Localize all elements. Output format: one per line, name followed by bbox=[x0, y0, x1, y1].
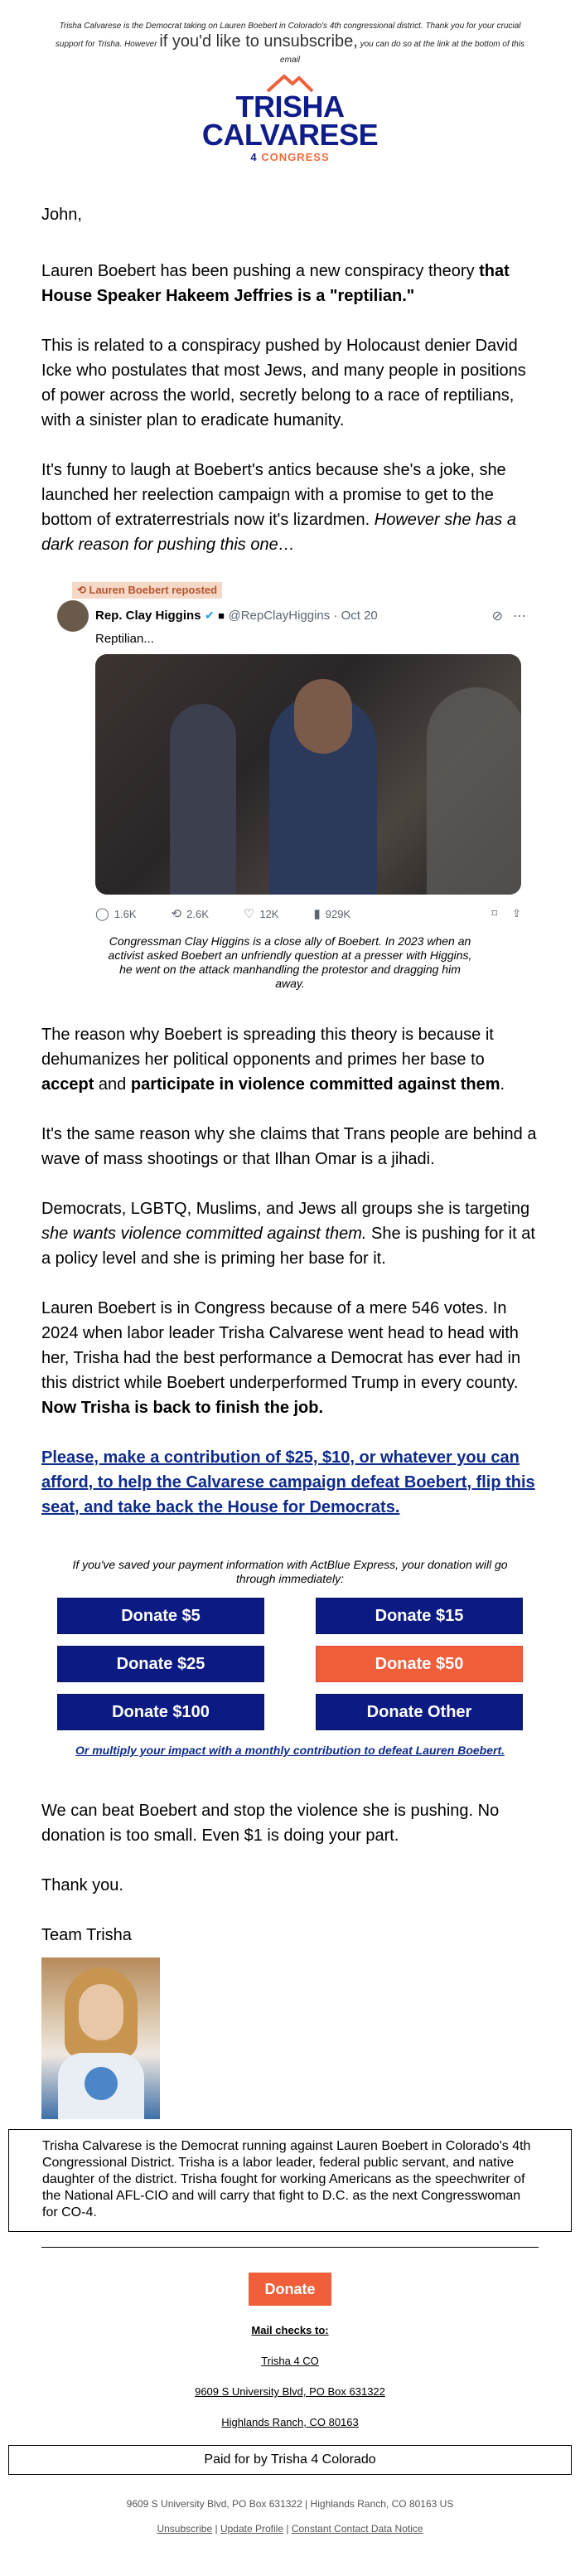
repost-label: ⟲ Lauren Boebert reposted bbox=[72, 582, 222, 599]
paragraph-4-and: and bbox=[94, 1075, 131, 1094]
update-profile-link[interactable]: Update Profile bbox=[220, 2523, 283, 2535]
actblue-note: If you've saved your payment information with ActBlue Express, your donation will go through immediately: bbox=[72, 1558, 508, 1585]
unsubscribe-link[interactable]: Unsubscribe bbox=[157, 2523, 213, 2535]
paragraph-6 bbox=[41, 1196, 539, 1271]
email-body bbox=[0, 202, 580, 557]
donate-25-button[interactable]: Donate $25 bbox=[57, 1646, 264, 1682]
donate-button-grid bbox=[0, 1598, 580, 1730]
paragraph-5: It's the same reason why she claims that Trans people are behind a wave of mass shootings or that Ilhan Omar is a jihadi. bbox=[41, 1125, 537, 1168]
cta-paragraph bbox=[41, 1445, 539, 1520]
donate-50-button[interactable]: Donate $50 bbox=[316, 1646, 523, 1682]
donate-other-button[interactable]: Donate Other bbox=[316, 1694, 523, 1730]
paragraph-6-italic: she wants violence committed against them. bbox=[41, 1225, 367, 1243]
share-icon[interactable]: ⇪ bbox=[512, 907, 521, 919]
footer-donate-button[interactable]: Donate bbox=[249, 2273, 331, 2306]
paragraph-3 bbox=[41, 458, 539, 557]
monthly-contribution-link[interactable]: Or multiply your impact with a monthly contribution to defeat Lauren Boebert. bbox=[75, 1744, 505, 1757]
flag-icon: ■ bbox=[218, 609, 225, 622]
paragraph-8: We can beat Boebert and stop the violence she is pushing. No donation is too small. Even $1 is doing your part. bbox=[41, 1802, 500, 1845]
tweet-card[interactable] bbox=[46, 582, 534, 991]
email-body-3 bbox=[0, 1798, 580, 1948]
reply-icon: ◯ bbox=[95, 907, 109, 921]
footer-address: 9609 S University Blvd, PO Box 631322 | Highlands Ranch, CO 80163 US bbox=[126, 2498, 454, 2510]
mail-city[interactable]: Highlands Ranch, CO 80163 bbox=[221, 2416, 359, 2428]
grok-icon[interactable]: ⊘ bbox=[491, 609, 503, 623]
unsubscribe-teaser[interactable]: if you'd like to unsubscribe, bbox=[159, 32, 358, 51]
bar-chart-icon: ▮ bbox=[313, 907, 321, 921]
more-options-icon[interactable]: ⋯ bbox=[513, 609, 526, 623]
view-count: 929K bbox=[325, 907, 351, 920]
donate-5-button[interactable]: Donate $5 bbox=[57, 1598, 264, 1634]
donate-100-button[interactable]: Donate $100 bbox=[57, 1694, 264, 1730]
paragraph-4-bold-2: participate in violence committed against them bbox=[130, 1075, 500, 1094]
footer-sep-2: | bbox=[286, 2523, 289, 2535]
like-count: 12K bbox=[259, 907, 279, 920]
logo-line-2: CALVARESE bbox=[201, 118, 379, 152]
email-body-2 bbox=[0, 1022, 580, 1520]
candidate-bio: Trisha Calvarese is the Democrat running against Lauren Boebert in Colorado's 4th Congressional District. Trisha is a labor leader, federal public servant, and native daughter of the district. Trisha fought for working Americans as the speechwriter of the National AFL-CIO and will carry that fight to D.C. as the next Congresswoman for CO-4. bbox=[8, 2129, 572, 2232]
paragraph-6-text: Democrats, LGBTQ, Muslims, and Jews all groups she is targeting bbox=[41, 1200, 530, 1218]
paragraph-7-bold: Now Trisha is back to finish the job. bbox=[41, 1399, 324, 1417]
data-notice-link[interactable]: Constant Contact Data Notice bbox=[291, 2523, 423, 2535]
logo-line-1: TRISHA bbox=[235, 90, 345, 124]
bookmark-icon[interactable]: ⌑ bbox=[491, 907, 498, 919]
paid-for-disclaimer: Paid for by Trisha 4 Colorado bbox=[8, 2445, 572, 2475]
campaign-logo bbox=[0, 73, 580, 171]
reply-action[interactable] bbox=[95, 906, 137, 921]
contribution-link[interactable]: Please, make a contribution of $25, $10, or whatever you can afford, to help the Calvarese campaign defeat Boebert, flip this seat, and take back the House for Democrats. bbox=[41, 1448, 535, 1516]
paragraph-4-bold-1: accept bbox=[41, 1075, 94, 1094]
preheader-text-2: you can do so at the link at the bottom of this email bbox=[280, 40, 525, 65]
preheader bbox=[0, 0, 580, 68]
verified-icon: ✔ bbox=[204, 609, 215, 622]
author-avatar[interactable] bbox=[57, 600, 89, 632]
tweet-caption: Congressman Clay Higgins is a close ally of Boebert. In 2023 when an activist asked Boebert an unfriendly question at a presser with Higgins, he went on the attack manhandling the protestor and dragging him away. bbox=[108, 934, 472, 990]
tweet-actions bbox=[95, 906, 521, 921]
views-action[interactable] bbox=[313, 906, 350, 921]
author-name[interactable]: Rep. Clay Higgins bbox=[95, 609, 201, 623]
reply-count: 1.6K bbox=[114, 907, 137, 920]
repost-count: 2.6K bbox=[186, 907, 209, 920]
paragraph-3-italic: However she has a dark reason for pushing this one… bbox=[41, 511, 516, 554]
donate-15-button[interactable]: Donate $15 bbox=[316, 1598, 523, 1634]
paragraph-1 bbox=[41, 259, 539, 308]
footer-links bbox=[0, 2523, 580, 2535]
mail-payee[interactable]: Trisha 4 CO bbox=[261, 2355, 319, 2367]
paragraph-6-text-2: She is pushing for it at a policy level and she is priming her base for it. bbox=[41, 1225, 535, 1268]
paragraph-1-text: Lauren Boebert has been pushing a new conspiracy theory bbox=[41, 262, 480, 280]
tweet-text: Reptilian... bbox=[95, 632, 154, 646]
paragraph-3-text: It's funny to laugh at Boebert's antics because she's a joke, she launched her reelection campaign with a promise to get to the bottom of extraterrestrials now it's lizardmen. bbox=[41, 461, 506, 529]
paragraph-4-period: . bbox=[500, 1075, 505, 1094]
heart-icon: ♡ bbox=[243, 907, 255, 921]
paragraph-4-text: The reason why Boebert is spreading this theory is because it dehumanizes her political opponents and primes her base to bbox=[41, 1026, 494, 1069]
divider bbox=[41, 2247, 539, 2248]
footer-sep-1: | bbox=[215, 2523, 218, 2535]
salutation: John, bbox=[41, 206, 82, 224]
paragraph-1-bold: that House Speaker Hakeem Jeffries is a "reptilian." bbox=[41, 262, 510, 305]
like-action[interactable] bbox=[244, 906, 279, 921]
signoff: Team Trisha bbox=[41, 1926, 132, 1944]
paragraph-7 bbox=[41, 1296, 539, 1420]
paragraph-4 bbox=[41, 1022, 539, 1097]
candidate-photo bbox=[41, 1957, 160, 2119]
repost-label-text: Lauren Boebert reposted bbox=[89, 584, 218, 596]
repost-action[interactable] bbox=[172, 906, 209, 921]
author-handle-date: @RepClayHiggins · Oct 20 bbox=[228, 609, 378, 623]
logo-sub-number: 4 bbox=[250, 151, 258, 163]
repost-icon: ⟲ bbox=[171, 907, 182, 921]
preheader-text: Trisha Calvarese is the Democrat taking on Lauren Boebert in Colorado's 4th congressional district. Thank you for your crucial support for Trisha. However bbox=[55, 22, 521, 49]
logo-sub-word: CONGRESS bbox=[261, 151, 330, 163]
paragraph-7-text: Lauren Boebert is in Congress because of a mere 546 votes. In 2024 when labor leader Trisha Calvarese went head to head with her, Trisha had the best performance a Democrat has ever had in this district while Boebert underperformed Trump in every county. bbox=[41, 1299, 521, 1392]
thank-you: Thank you. bbox=[41, 1876, 123, 1894]
paragraph-2: This is related to a conspiracy pushed by Holocaust denier David Icke who postulates that most Jews, and many people in positions of power across the world, secretly belong to a race of reptilians, with a sinister plan to eradicate humanity. bbox=[41, 337, 526, 429]
tweet-photo[interactable] bbox=[95, 654, 521, 895]
logo-subtitle bbox=[0, 151, 580, 163]
mail-street[interactable]: 9609 S University Blvd, PO Box 631322 bbox=[195, 2385, 385, 2398]
mail-checks-title: Mail checks to: bbox=[251, 2324, 329, 2336]
